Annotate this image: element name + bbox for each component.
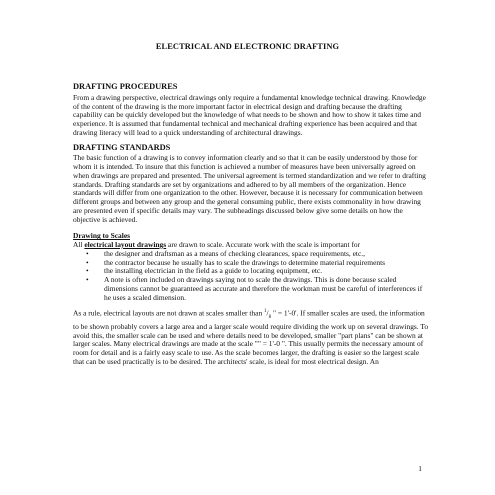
paragraph-drafting-procedures: From a drawing perspective, electrical drawings only require a fundamental knowledge technical drawing. Knowledge of the content of the drawing is the more important factor in electrical design and drafting because the drafting capability can be quickly developed but the knowledge of what needs to be shown and how to show it takes time and experience. It is assumed that fundamental technical and mechanical drafting experience has been acquired and that drawing literacy will lead to a quick understanding of architectural drawings. <box>73 92 426 137</box>
bullet-icon: • <box>86 248 89 258</box>
list-item-text: the contractor because he usually has to scale the drawings to determine material requirements <box>104 257 386 267</box>
document-body <box>73 83 429 367</box>
intro-text-start: All <box>73 240 85 249</box>
list-item <box>73 276 429 302</box>
bullet-icon: • <box>86 275 89 284</box>
bullet-icon: • <box>86 257 89 267</box>
page-title: ELECTRICAL AND ELECTRONIC DRAFTING <box>155 42 340 51</box>
paragraph-drafting-standards: The basic function of a drawing is to convey information clearly and so that it can be easily understood by those for whom it is intended. To insure that this function is achieved a number of measures have been universally agreed on when drawings are prepared and presented. The universal agreement is termed standardization and we refer to drafting standards. Drafting standards are set by organizations and adhered to by all members of the organization. Hence standards will differ from one organization to the other. However, because it is necessary for communication between different groups and between any group and the general consuming public, there exists commonality in how drawing are presented even if specific details may vary. The subheadings discussed below give some details on how the objective is achieved. <box>73 153 426 224</box>
intro-emphasis: electrical layout drawings <box>84 240 167 249</box>
scale-text-start: As a rule, electrical layouts are not drawn at scales smaller than <box>73 308 265 318</box>
bullet-icon: • <box>86 266 89 276</box>
list-item-text: the installing electrician in the field as a guide to locating equipment, etc. <box>104 266 323 276</box>
section-heading-drawing-to-scales: Drawing to Scales <box>73 231 131 241</box>
bullet-list <box>73 250 429 303</box>
page-number: 1 <box>418 464 422 473</box>
section-heading-drafting-standards: DRAFTING STANDARDS <box>73 142 171 152</box>
list-item-text: A note is often included on drawings saying not to scale the drawings. This is done because scaled dimensions cannot be guaranteed as accurate and therefore the workman must be careful of interferences if he uses a scaled dimension. <box>104 275 423 302</box>
list-item-text: the designer and draftsman as a means of checking clearances, space requirements, etc., <box>104 248 366 258</box>
scale-text-end: " = 1'-0'. If smaller scales are used, the information to be shown probably covers a large area and a larger scale would require dividing the work up on several drawings. To avoid this, the smaller scale can be used and where details need to be developed, smaller "part plans" can be shown at larger scales. Many electrical drawings are made at the scale "" = 1'-0 ". This usually permits the necessary amount of room for detail and is a fairly easy scale to use. As the scale becomes larger, the drafting is easier so the largest scale that can be used practically is to be desired. The architects' scale, is ideal for most electrical design. An <box>73 308 429 366</box>
fraction-denominator: 8 <box>268 315 272 321</box>
paragraph-scale-rules: As a rule, electrical layouts are not drawn at scales smaller than $^1/_8$ " = 1'-0'. If smaller scales are used, the information to be shown probably covers a large area and a larger scale would require dividing the work up on several drawings. To avoid this, the smaller scale can be used and where details need to be developed, smaller "part plans" can be shown at larger scales. Many electrical drawings are made at the scale "" = 1'-0 ". This usually permits the necessary amount of room for detail and is a fairly easy scale to use. As the scale becomes larger, the drafting is easier so the largest scale that can be used practically is to be desired. The architects' scale, is ideal for most electrical design. An <box>73 308 429 366</box>
section-heading-drafting-procedures: DRAFTING PROCEDURES <box>73 82 178 91</box>
intro-text-end: are drawn to scale. Accurate work with the scale is important for <box>166 240 361 249</box>
fraction-numerator: 1 <box>264 309 267 315</box>
